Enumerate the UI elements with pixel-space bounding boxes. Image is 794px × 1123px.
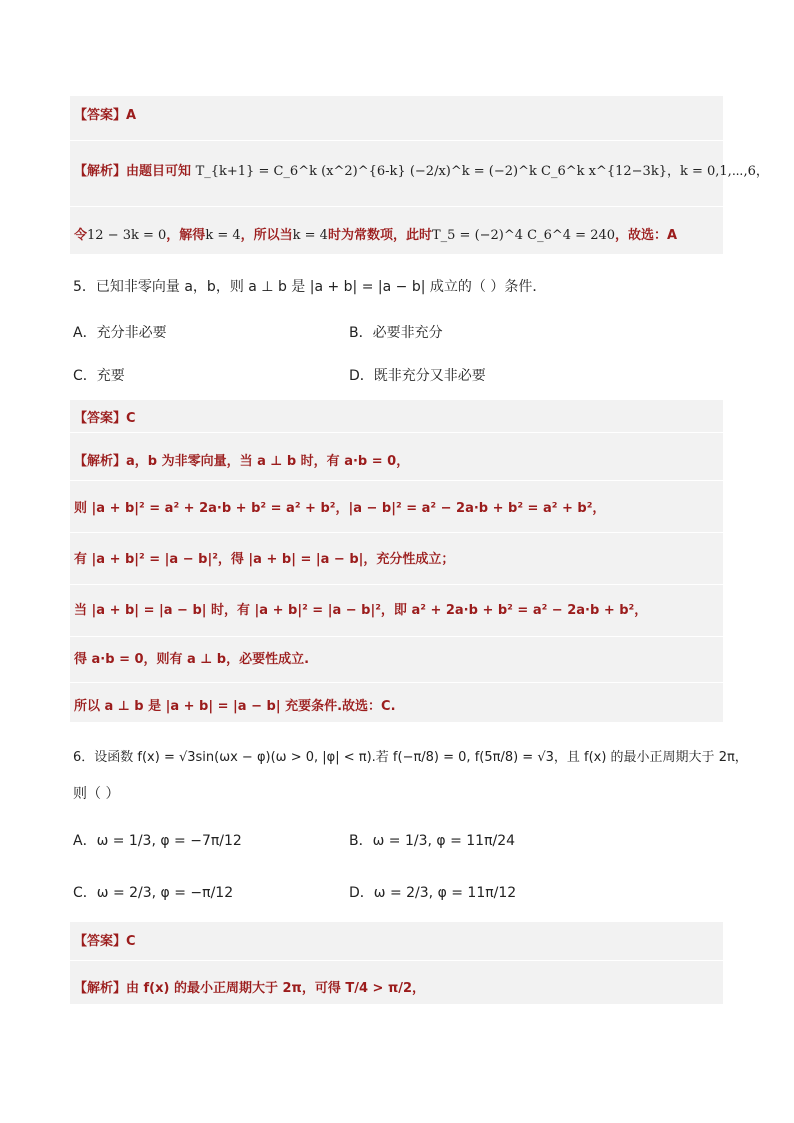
- q6-option-a: A．ω = 1/3, φ = −7π/12: [73, 833, 242, 849]
- q5-analysis-line-2: 则 |a + b|² = a² + 2a·b + b² = a² + b²，|a − b|² = a² − 2a·b + b² = a² + b²，: [74, 501, 606, 516]
- analysis-line-2: 令12 − 3k = 0，解得k = 4，所以当k = 4时为常数项，此时T_5 = (−2)^4 C_6^4 = 240，故选：A: [74, 228, 678, 243]
- q5-analysis-line-3: 有 |a + b|² = |a − b|²，得 |a + b| = |a − b|，充分性成立；: [74, 552, 455, 567]
- q5-option-d: D．既非充分又非必要: [349, 368, 486, 384]
- q5-analysis-line-1: 【解析】a，b 为非零向量，当 a ⊥ b 时，有 a·b = 0，: [74, 454, 410, 469]
- q6-option-b: B．ω = 1/3, φ = 11π/24: [349, 833, 516, 849]
- q6-analysis-line-1: 【解析】由 f(x) 的最小正周期大于 2π，可得 T/4 > π/2，: [74, 981, 426, 996]
- q6-option-d: D．ω = 2/3, φ = 11π/12: [349, 885, 517, 901]
- question-6-stem-line-1: 6．设函数 f(x) = √3sin(ωx − φ)(ω > 0, |φ| < π).若 f(−π/8) = 0, f(5π/8) = √3，且 f(x) 的最小正周期大于 2π，: [73, 750, 748, 765]
- q5-analysis-line-4: 当 |a + b| = |a − b| 时，有 |a + b|² = |a − b|²，即 a² + 2a·b + b² = a² − 2a·b + b²，: [74, 603, 648, 618]
- q5-option-c: C．充要: [73, 368, 125, 384]
- q5-analysis-line-5: 得 a·b = 0，则有 a ⊥ b，必要性成立.: [74, 652, 310, 667]
- question-6-stem-line-2: 则（ ）: [73, 786, 120, 802]
- q5-option-b: B．必要非充分: [349, 325, 443, 341]
- q6-option-c: C．ω = 2/3, φ = −π/12: [73, 885, 234, 901]
- q5-answer-label: 【答案】C: [74, 411, 136, 426]
- q6-answer-label: 【答案】C: [74, 934, 136, 949]
- analysis-formula-1: T_{k+1} = C_6^k (x^2)^{6-k} (−2/x)^k = (−2)^k C_6^k x^{12−3k}，k = 0,1,⋯,6，: [195, 164, 769, 179]
- analysis-line-1: 【解析】由题目可知 T_{k+1} = C_6^k (x^2)^{6-k} (−2/x)^k = (−2)^k C_6^k x^{12−3k}，k = 0,1,⋯,6，: [74, 164, 769, 179]
- q5-option-a: A．充分非必要: [73, 325, 167, 341]
- q5-analysis-line-6: 所以 a ⊥ b 是 |a + b| = |a − b| 充要条件.故选：C.: [74, 699, 396, 714]
- answer-label-1: 【答案】A: [74, 108, 137, 123]
- question-5-stem: 5．已知非零向量 a，b，则 a ⊥ b 是 |a + b| = |a − b| 成立的（ ）条件．: [73, 279, 547, 295]
